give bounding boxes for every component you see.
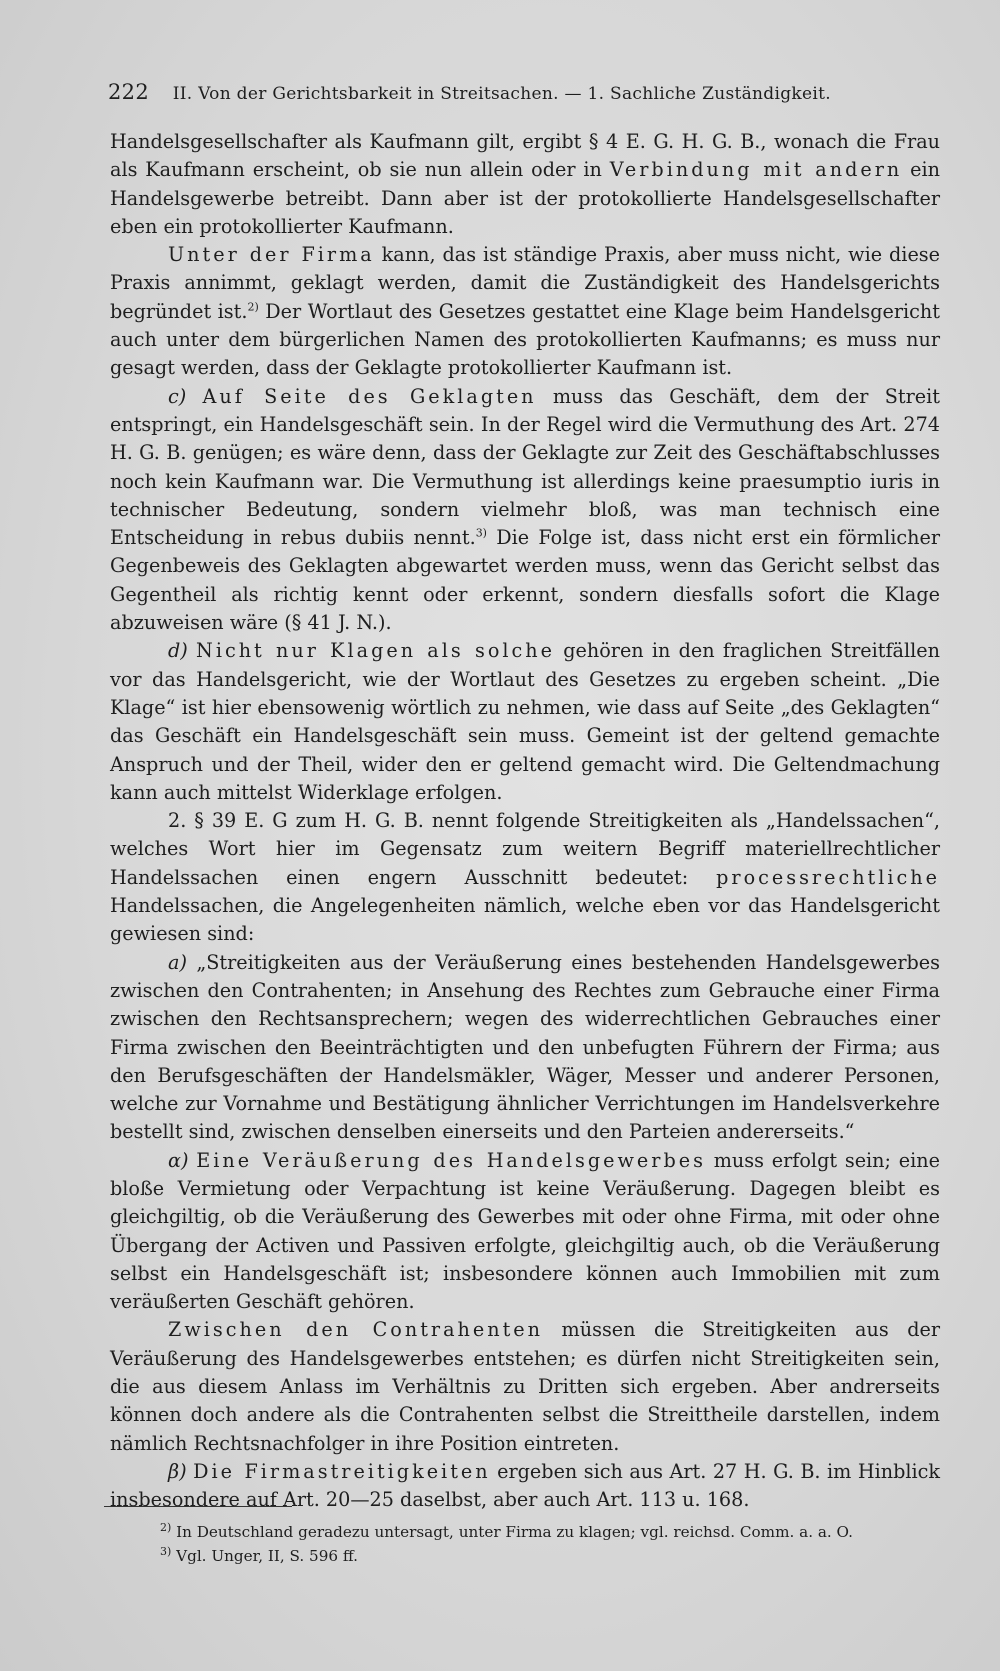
text-run: 2. § 39 E. G zum H. G. B. nennt folgende Streitigkeiten als „Handelssachen“, welches Wort hier im Gegensatz zum weitern Begriff materiellrechtlicher Handelssachen einen engern Ausschnitt bedeutet: <box>110 809 940 889</box>
body-text <box>110 128 940 1515</box>
text-run: muss das Geschäft, dem der Streit entspringt, ein Handelsgeschäft sein. In der Regel wird die Vermuthung des Art. 274 H. G. B. genügen; es wäre denn, dass der Geklagte zur Zeit des Geschäftabschlusses noch kein Kaufmann war. Die Vermuthung ist allerdings keine praesumptio iuris in technischer Bedeutung, sondern vielmehr bloß, was man technisch eine Entscheidung in rebus dubiis nennt. <box>110 384 941 550</box>
text-run: Der Wortlaut des Gesetzes gestattet eine Klage beim Handelsgericht auch unter dem bürgerlichen Namen des protokollierten Kaufmanns; es muss nur gesagt werden, dass der Geklagte protokollierter Kaufmann ist. <box>110 299 940 380</box>
footnotes <box>160 1520 940 1568</box>
paragraph <box>110 807 940 948</box>
text-run: ergeben sich aus Art. 27 H. G. B. im Hinblick insbesondere auf Art. 20—25 daselbst, aber auch Art. 113 u. 168. <box>110 1459 940 1512</box>
text-run: d) <box>168 639 188 663</box>
page-number: 222 <box>108 80 149 104</box>
text-run: Handelssachen, die Angelegenheiten nämlich, welche eben vor das Handelsgericht gewiesen sind: <box>110 894 940 946</box>
text-run: a) <box>168 950 187 974</box>
footnote-divider <box>104 1506 292 1507</box>
spaced-emphasis: Zwischen den Contrahenten <box>168 1318 544 1342</box>
spaced-emphasis: Unter der Firma <box>168 243 375 267</box>
footnote-ref: 3) <box>475 526 487 540</box>
text-run <box>188 639 196 662</box>
text-run: „Streitigkeiten aus der Veräußerung eines bestehenden Handelsgewerbes zwischen den Contrahenten; in Ansehung des Rechtes zum Gebrauche einer Firma zwischen den Rechtsansprechern; wegen des widerrechtlichen Gebrauches einer Firma zwischen den Beeinträchtigten und den unbefugten Führern der Firma; aus den Berufsgeschäften der Handelsmäkler, Wäger, Messer und anderer Personen, welche zur Vornahme und Bestätigung ähnlicher Verrichtungen im Handelsverkehre bestellt sind, zwischen denselben einerseits und den Parteien andererseits.“ <box>110 950 940 1144</box>
text-run: muss erfolgt sein; eine bloße Vermietung oder Verpachtung ist keine Veräußerung. Dagegen bleibt es gleichgiltig, ob die Veräußerung des Gewerbes mit oder ohne Firma, mit oder ohne Übergang der Activen und Passiven erfolgte, gleichgiltig auch, ob die Veräußerung selbst ein Handelsgeschäft ist; insbesondere können auch Immobilien mit zum veräußerten Geschäft gehören. <box>110 1148 940 1314</box>
paragraph <box>110 383 940 638</box>
text-run: c) <box>168 384 187 408</box>
text-run: Die Folge ist, dass nicht erst ein förmlicher Gegenbeweis des Geklagten abgewartet werden muss, wenn das Gericht selbst das Gegentheil als richtig kennt oder erkennt, sondern diesfalls sofort die Klage abzuweisen wäre (§ 41 J. N.). <box>110 526 941 635</box>
spaced-emphasis: Verbindung mit andern <box>609 158 903 182</box>
text-run: kann, das ist ständige Praxis, aber muss nicht, wie diese Praxis annimmt, geklagt werden, damit die Zuständigkeit des Handelsgerichts begründet ist. <box>110 243 941 323</box>
footnote-text: In Deutschland geradezu untersagt, unter Firma zu klagen; vgl. reichsd. Comm. a. a. O. <box>171 1523 853 1541</box>
text-run: Handelsgesellschafter als Kaufmann gilt, ergibt § 4 E. G. H. G. B., wonach die Frau als Kaufmann erscheint, ob sie nun allein oder in <box>110 130 940 182</box>
spaced-emphasis: Eine Veräußerung des Handelsgewerbes <box>196 1148 706 1172</box>
footnote-ref: 2) <box>247 300 259 314</box>
footnote <box>160 1544 940 1568</box>
paragraph <box>110 128 940 241</box>
running-title: II. Von der Gerichtsbarkeit in Streitsachen. — 1. Sachliche Zuständigkeit. <box>172 84 831 104</box>
footnote <box>160 1520 940 1544</box>
text-run: ein Handelsgewerbe betreibt. Dann aber ist der protokollierte Handelsgesellschafter eben ein protokollierter Kaufmann. <box>110 158 941 238</box>
text-run: gehören in den fraglichen Streitfällen vor das Handelsgericht, wie der Wortlaut des Gesetzes zu ergeben scheint. „Die Klage“ ist hier ebensowenig wörtlich zu nehmen, wie dass auf Seite „des Geklagten“ das Geschäft ein Handelsgeschäft sein muss. Gemeint ist der geltend gemachte Anspruch und der Theil, wider den er geltend gemacht wird. Die Geltendmachung kann auch mittelst Widerklage erfolgen. <box>110 639 940 804</box>
footnote-mark: 2) <box>160 1520 172 1534</box>
running-header <box>108 80 938 104</box>
text-run: α) <box>168 1148 189 1172</box>
spaced-emphasis: Nicht nur Klagen als solche <box>196 639 555 663</box>
paragraph <box>110 241 940 382</box>
text-run <box>186 385 202 408</box>
spaced-emphasis: processrechtliche <box>716 865 940 889</box>
paragraph <box>110 949 940 1147</box>
paragraph <box>110 637 940 807</box>
footnote-mark: 3) <box>160 1544 172 1558</box>
text-run: β) <box>168 1459 187 1483</box>
spaced-emphasis: Auf Seite des Geklagten <box>202 384 537 408</box>
paragraph <box>110 1147 940 1317</box>
footnote-text: Vgl. Unger, II, S. 596 ff. <box>171 1547 358 1565</box>
paragraph <box>110 1316 940 1457</box>
spaced-emphasis: Die Firmastreitigkeiten <box>193 1459 491 1483</box>
text-run: müssen die Streitigkeiten aus der Veräußerung des Handelsgewerbes entstehen; es dürfen nicht Streitigkeiten sein, die aus diesem Anlass im Verhältnis zu Dritten sich ergeben. Aber andrerseits können doch andere als die Contrahenten selbst die Streittheile darstellen, indem nämlich Rechtsnachfolger in ihre Position eintreten. <box>110 1318 941 1455</box>
